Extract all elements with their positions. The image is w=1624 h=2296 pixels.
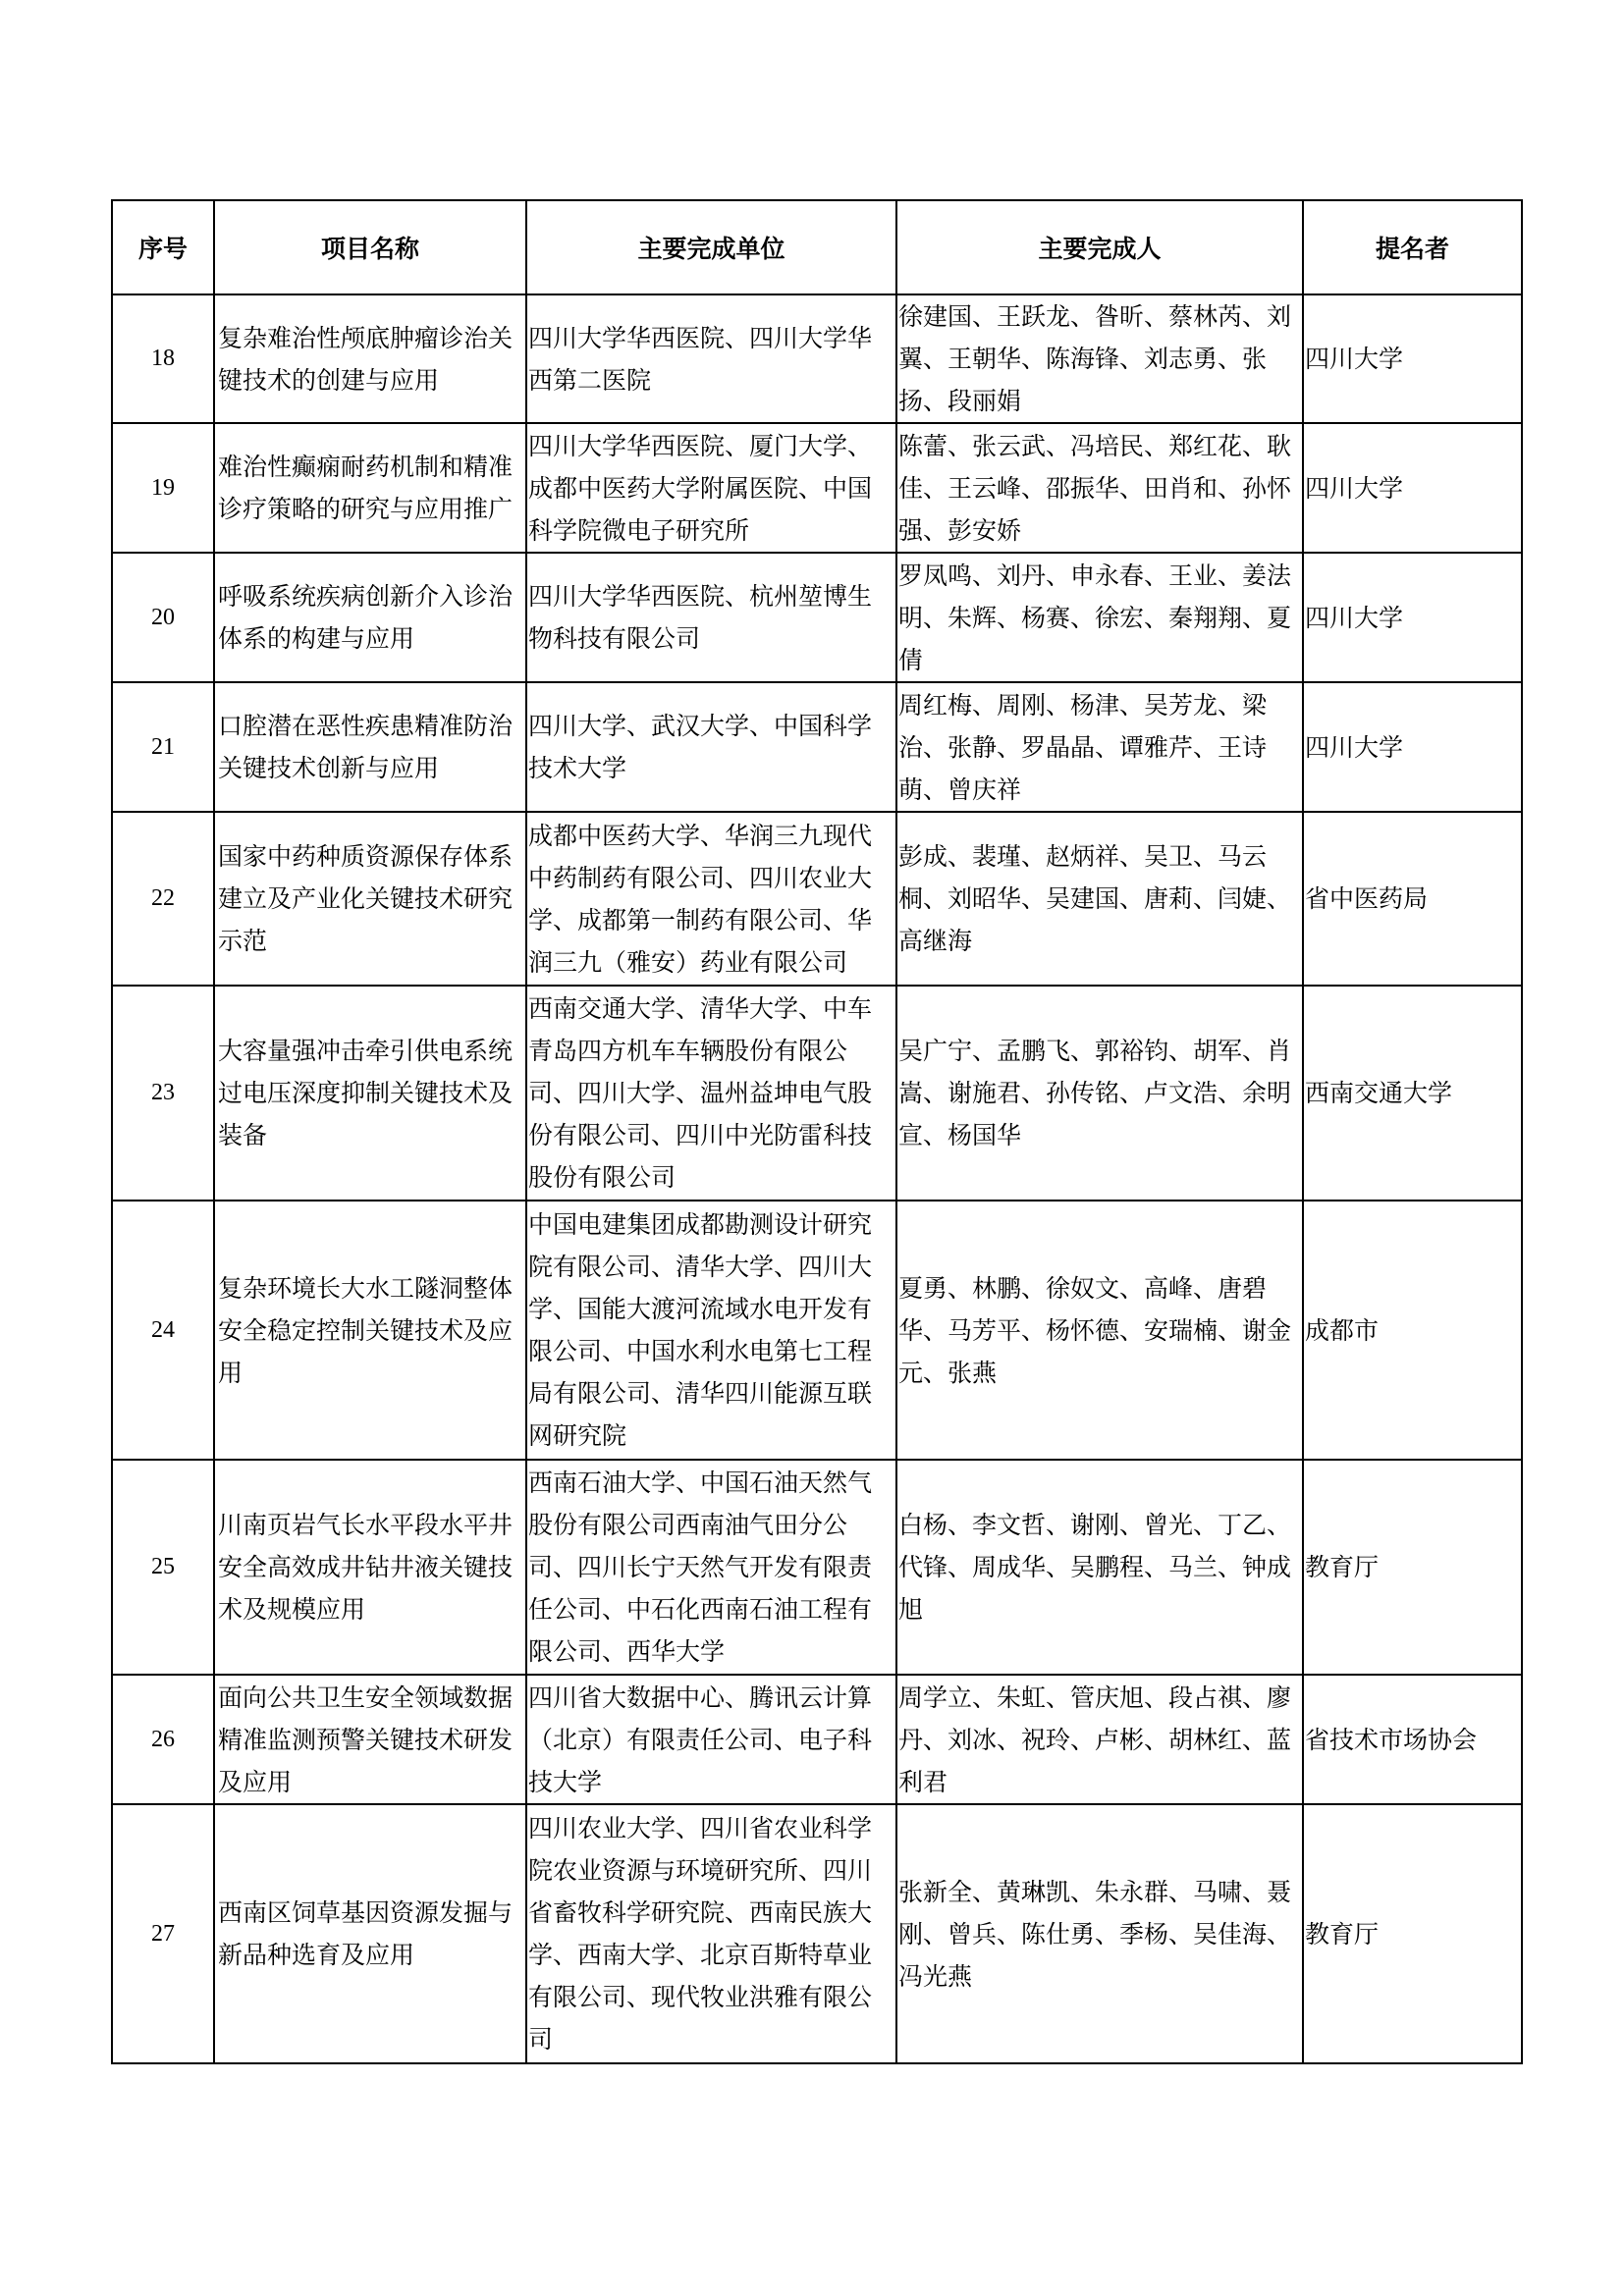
- main-persons: 彭成、裴瑾、赵炳祥、吴卫、马云桐、刘昭华、吴建国、唐莉、闫婕、高继海: [896, 812, 1303, 986]
- nominator: 四川大学: [1303, 423, 1522, 553]
- table-row: [112, 1201, 1522, 1460]
- nominator: 四川大学: [1303, 294, 1522, 423]
- table-row: [112, 986, 1522, 1201]
- project-name: 面向公共卫生安全领域数据精准监测预警关键技术研发及应用: [214, 1675, 526, 1804]
- row-index: 22: [112, 812, 214, 986]
- table-row: [112, 1804, 1522, 2063]
- project-name: 复杂环境长大水工隧洞整体安全稳定控制关键技术及应用: [214, 1201, 526, 1460]
- main-persons: 白杨、李文哲、谢刚、曾光、丁乙、代锋、周成华、吴鹏程、马兰、钟成旭: [896, 1460, 1303, 1675]
- main-units: 西南交通大学、清华大学、中车青岛四方机车车辆股份有限公司、四川大学、温州益坤电气股份有限公司、四川中光防雷科技股份有限公司: [526, 986, 896, 1201]
- main-units: 中国电建集团成都勘测设计研究院有限公司、清华大学、四川大学、国能大渡河流域水电开发有限公司、中国水利水电第七工程局有限公司、清华四川能源互联网研究院: [526, 1201, 896, 1460]
- main-units: 四川农业大学、四川省农业科学院农业资源与环境研究所、四川省畜牧科学研究院、西南民族大学、西南大学、北京百斯特草业有限公司、现代牧业洪雅有限公司: [526, 1804, 896, 2063]
- project-name: 复杂难治性颅底肿瘤诊治关键技术的创建与应用: [214, 294, 526, 423]
- table-row: [112, 812, 1522, 986]
- table-row: [112, 423, 1522, 553]
- main-persons: 周红梅、周刚、杨津、吴芳龙、梁治、张静、罗晶晶、谭雅芹、王诗萌、曾庆祥: [896, 682, 1303, 812]
- project-name: 川南页岩气长水平段水平井安全高效成井钻井液关键技术及规模应用: [214, 1460, 526, 1675]
- table-row: [112, 682, 1522, 812]
- row-index: 20: [112, 553, 214, 682]
- table-row: [112, 553, 1522, 682]
- row-index: 24: [112, 1201, 214, 1460]
- project-name: 大容量强冲击牵引供电系统过电压深度抑制关键技术及装备: [214, 986, 526, 1201]
- project-name: 西南区饲草基因资源发掘与新品种选育及应用: [214, 1804, 526, 2063]
- row-index: 19: [112, 423, 214, 553]
- row-index: 23: [112, 986, 214, 1201]
- main-units: 四川省大数据中心、腾讯云计算（北京）有限责任公司、电子科技大学: [526, 1675, 896, 1804]
- row-index: 26: [112, 1675, 214, 1804]
- nominator: 西南交通大学: [1303, 986, 1522, 1201]
- nominator: 省中医药局: [1303, 812, 1522, 986]
- header-index: 序号: [112, 200, 214, 294]
- main-units: 四川大学华西医院、杭州堃博生物科技有限公司: [526, 553, 896, 682]
- main-persons: 夏勇、林鹏、徐奴文、高峰、唐碧华、马芳平、杨怀德、安瑞楠、谢金元、张燕: [896, 1201, 1303, 1460]
- nominator: 四川大学: [1303, 682, 1522, 812]
- nominator: 省技术市场协会: [1303, 1675, 1522, 1804]
- table-row: [112, 1675, 1522, 1804]
- row-index: 25: [112, 1460, 214, 1675]
- awards-table: [111, 199, 1523, 2064]
- project-name: 难治性癫痫耐药机制和精准诊疗策略的研究与应用推广: [214, 423, 526, 553]
- main-persons: 周学立、朱虹、管庆旭、段占祺、廖丹、刘冰、祝玲、卢彬、胡林红、蓝利君: [896, 1675, 1303, 1804]
- main-persons: 陈蕾、张云武、冯培民、郑红花、耿佳、王云峰、邵振华、田肖和、孙怀强、彭安娇: [896, 423, 1303, 553]
- project-name: 口腔潜在恶性疾患精准防治关键技术创新与应用: [214, 682, 526, 812]
- main-units: 西南石油大学、中国石油天然气股份有限公司西南油气田分公司、四川长宁天然气开发有限责任公司、中石化西南石油工程有限公司、西华大学: [526, 1460, 896, 1675]
- main-units: 四川大学华西医院、厦门大学、成都中医药大学附属医院、中国科学院微电子研究所: [526, 423, 896, 553]
- main-persons: 张新全、黄琳凯、朱永群、马啸、聂刚、曾兵、陈仕勇、季杨、吴佳海、冯光燕: [896, 1804, 1303, 2063]
- table-row: [112, 1460, 1522, 1675]
- nominator: 成都市: [1303, 1201, 1522, 1460]
- nominator: 教育厅: [1303, 1804, 1522, 2063]
- main-persons: 徐建国、王跃龙、昝昕、蔡林芮、刘翼、王朝华、陈海锋、刘志勇、张扬、段丽娟: [896, 294, 1303, 423]
- main-units: 成都中医药大学、华润三九现代中药制药有限公司、四川农业大学、成都第一制药有限公司、华润三九（雅安）药业有限公司: [526, 812, 896, 986]
- header-project-name: 项目名称: [214, 200, 526, 294]
- main-units: 四川大学华西医院、四川大学华西第二医院: [526, 294, 896, 423]
- nominator: 教育厅: [1303, 1460, 1522, 1675]
- main-units: 四川大学、武汉大学、中国科学技术大学: [526, 682, 896, 812]
- project-name: 国家中药种质资源保存体系建立及产业化关键技术研究示范: [214, 812, 526, 986]
- row-index: 27: [112, 1804, 214, 2063]
- main-persons: 吴广宁、孟鹏飞、郭裕钧、胡军、肖嵩、谢施君、孙传铭、卢文浩、余明宣、杨国华: [896, 986, 1303, 1201]
- main-persons: 罗凤鸣、刘丹、申永春、王业、姜法明、朱辉、杨赛、徐宏、秦翔翔、夏倩: [896, 553, 1303, 682]
- table-row: [112, 294, 1522, 423]
- row-index: 21: [112, 682, 214, 812]
- project-name: 呼吸系统疾病创新介入诊治体系的构建与应用: [214, 553, 526, 682]
- header-main-persons: 主要完成人: [896, 200, 1303, 294]
- nominator: 四川大学: [1303, 553, 1522, 682]
- header-main-units: 主要完成单位: [526, 200, 896, 294]
- table-header-row: [112, 200, 1522, 294]
- header-nominator: 提名者: [1303, 200, 1522, 294]
- row-index: 18: [112, 294, 214, 423]
